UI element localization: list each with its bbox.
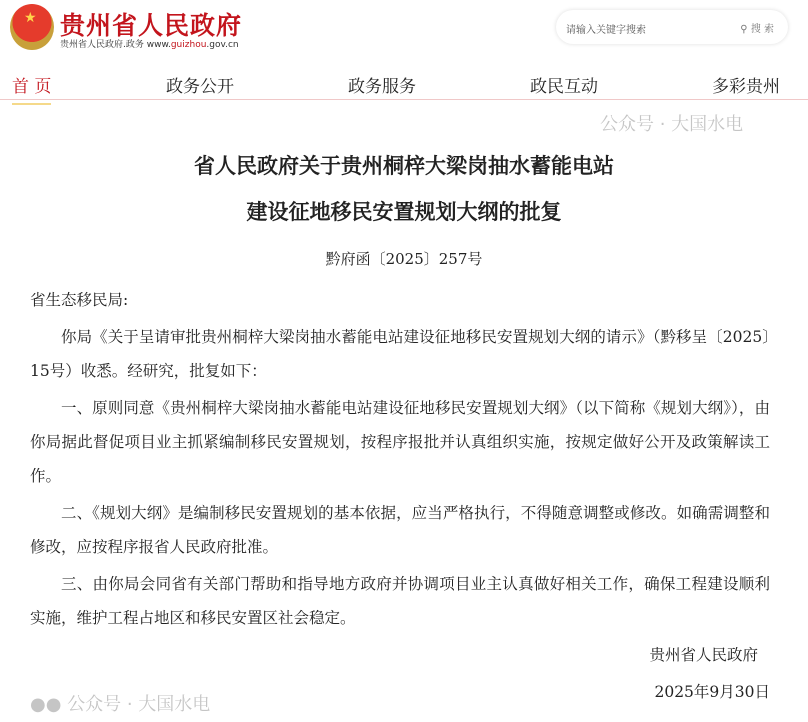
- search-box[interactable]: [556, 10, 788, 44]
- site-sub-prefix: 贵州省人民政府.政务 www.: [60, 40, 171, 50]
- watermark-top: 公众号 · 大国水电: [600, 114, 744, 135]
- site-sub-domain: guizhou: [170, 40, 207, 50]
- paragraph: 二、《规划大纲》是编制移民安置规划的基本依据，应当严格执行，不得随意调整或修改。如确需调整和修改，应按程序报省人民政府批准。: [30, 504, 770, 556]
- paragraph: 三、由你局会同省有关部门帮助和指导地方政府并协调项目业主认真做好相关工作，确保工程建设顺利实施，维护工程占地区和移民安置区社会稳定。: [30, 575, 770, 627]
- site-title[interactable]: 贵州省人民政府: [60, 11, 243, 40]
- main-nav: [0, 64, 808, 100]
- nav-gov-services[interactable]: 政务服务: [348, 77, 416, 97]
- document-title-line1: 省人民政府关于贵州桐梓大梁岗抽水蓄能电站: [194, 153, 614, 178]
- signature: 贵州省人民政府: [649, 646, 758, 664]
- paragraph: 一、原则同意《贵州桐梓大梁岗抽水蓄能电站建设征地移民安置规划大纲》（以下简称《规划大纲》），由你局据此督促项目业主抓紧编制移民安置规划，按程序报批并认真组织实施，按规定做好公开及政策解读工作。: [30, 399, 770, 485]
- search-icon: ⚲: [740, 24, 751, 35]
- document-body: [30, 283, 770, 712]
- document-number: 黔府函〔2025〕257号: [325, 250, 483, 268]
- search-input[interactable]: 请输入关键字搜索: [566, 25, 646, 36]
- paragraph: 你局《关于呈请审批贵州桐梓大梁岗抽水蓄能电站建设征地移民安置规划大纲的请示》（黔移呈〔2025〕15号）收悉。经研究，批复如下：: [30, 328, 770, 380]
- search-button[interactable]: [740, 20, 774, 35]
- nav-colorful-guizhou[interactable]: 多彩贵州: [712, 77, 780, 97]
- watermark-bottom: [30, 690, 210, 716]
- search-button-label: 搜 索: [750, 24, 774, 35]
- wechat-icon: ●●: [30, 694, 68, 715]
- date: 2025年9月30日: [654, 683, 770, 701]
- site-subtitle: [60, 37, 239, 50]
- document-title-line2: 建设征地移民安置规划大纲的批复: [246, 199, 562, 224]
- nav-gov-affairs-open[interactable]: 政务公开: [166, 77, 234, 97]
- watermark-bottom-text: 公众号 · 大国水电: [67, 694, 211, 715]
- site-header: [0, 0, 808, 60]
- nav-home[interactable]: 首 页: [12, 72, 51, 105]
- site-sub-suffix: .gov.cn: [206, 40, 239, 50]
- national-emblem-logo: ★: [10, 4, 54, 50]
- addressee: 省生态移民局:: [30, 291, 129, 309]
- nav-interaction[interactable]: 政民互动: [530, 77, 598, 97]
